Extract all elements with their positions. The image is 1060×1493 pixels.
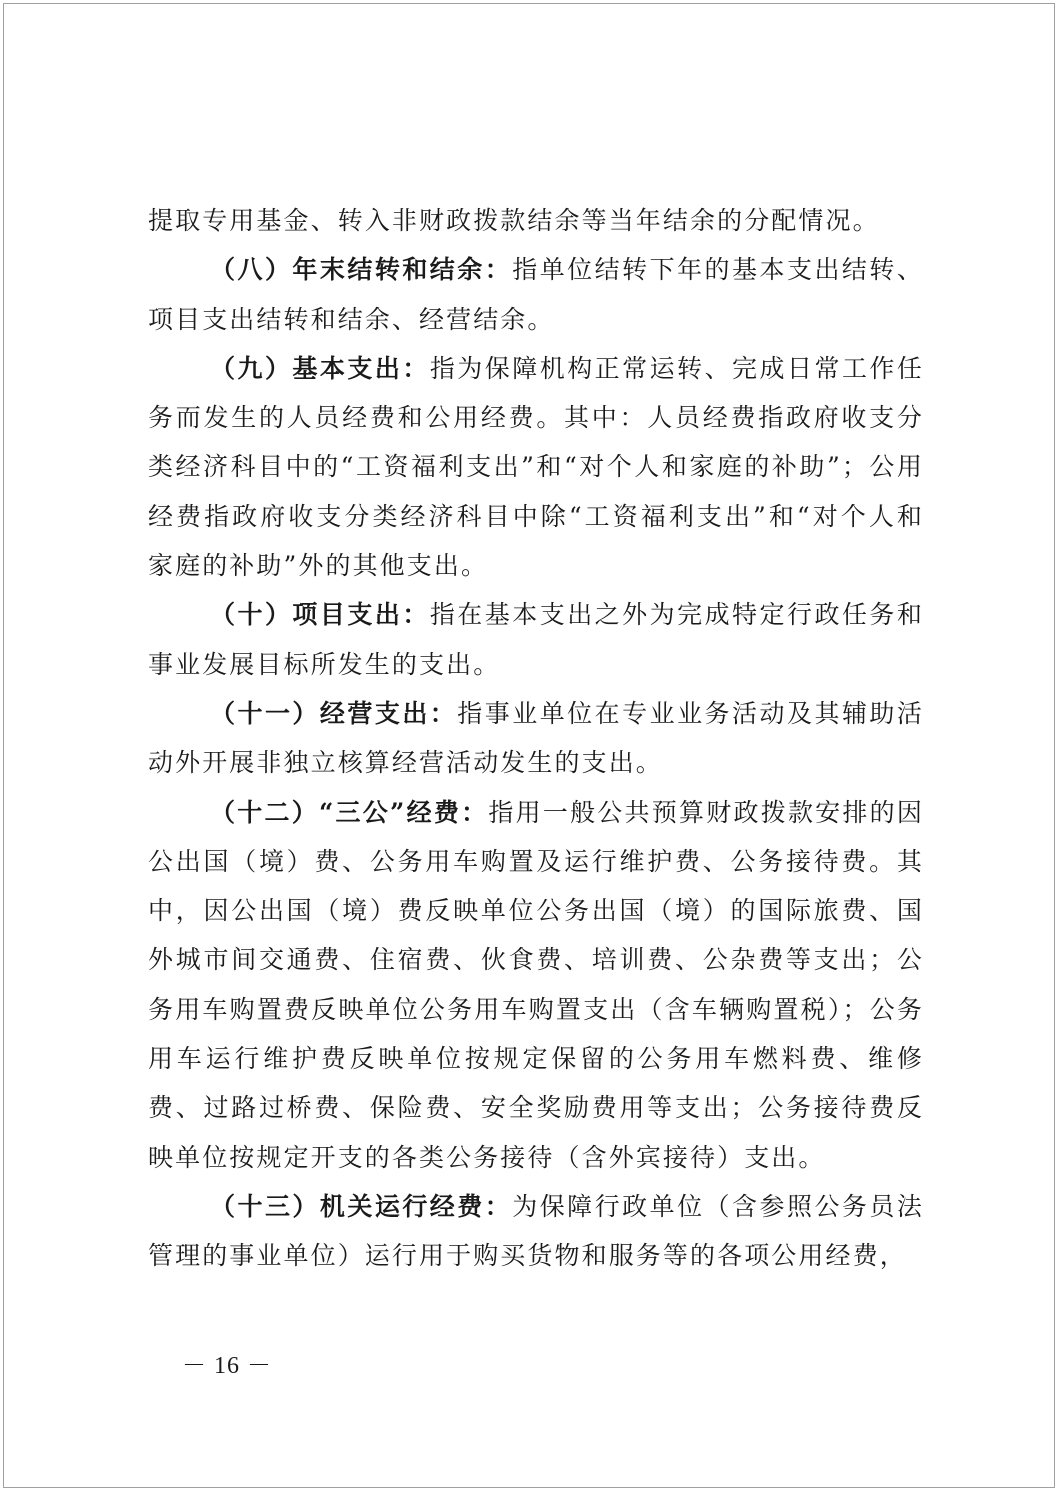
section-heading-12: （十二）“三公”经费： (210, 797, 489, 827)
paragraph-text: 为保障行政单位（含参照公务员法管理的事业单位）运行用于购买货物和服务等的各项公用经费， (148, 1191, 924, 1271)
section-heading-8: （八）年末结转和结余： (210, 255, 513, 285)
paragraph-project-expenditure (148, 590, 924, 689)
section-heading-13: （十三）机关运行经费： (210, 1191, 513, 1221)
paragraph-operating-expenditure (148, 689, 924, 788)
paragraph-three-public-expenses (148, 788, 924, 1182)
paragraph-carryover (148, 196, 924, 245)
paragraph-text: 指事业单位在专业业务活动及其辅助活动外开展非独立核算经营活动发生的支出。 (148, 698, 924, 778)
paragraph-text: 提取专用基金、转入非财政拨款结余等当年结余的分配情况。 (148, 206, 880, 235)
section-heading-9: （九）基本支出： (210, 353, 430, 383)
paragraph-year-end-balance (148, 245, 924, 344)
paragraph-text: 指用一般公共预算财政拨款安排的因公出国（境）费、公务用车购置及运行维护费、公务接待费。其中，因公出国（境）费反映单位公务出国（境）的国际旅费、国外城市间交通费、住宿费、伙食费、培训费、公杂费等支出；公务用车购置费反映单位公务用车购置支出（含车辆购置税）；公务用车运行维护费反映单位按规定保留的公务用车燃料费、维修费、过路过桥费、保险费、安全奖励费用等支出；公务接待费反映单位按规定开支的各类公务接待（含外宾接待）支出。 (148, 797, 924, 1172)
document-body (148, 196, 924, 1281)
paragraph-text: 指为保障机构正常运转、完成日常工作任务而发生的人员经费和公用经费。其中：人员经费指政府收支分类经济科目中的“工资福利支出”和“对个人和家庭的补助”；公用经费指政府收支分类经济科目中除“工资福利支出”和“对个人和家庭的补助”外的其他支出。 (148, 353, 924, 581)
paragraph-agency-operating-funds (148, 1182, 924, 1281)
paragraph-text: 指在基本支出之外为完成特定行政任务和事业发展目标所发生的支出。 (148, 600, 924, 679)
section-heading-10: （十）项目支出： (210, 600, 430, 630)
paragraph-text: 指单位结转下年的基本支出结转、项目支出结转和结余、经营结余。 (148, 255, 924, 334)
page-number: － 16 － (182, 1353, 272, 1379)
section-heading-11: （十一）经营支出： (210, 698, 458, 728)
paragraph-basic-expenditure (148, 344, 924, 590)
